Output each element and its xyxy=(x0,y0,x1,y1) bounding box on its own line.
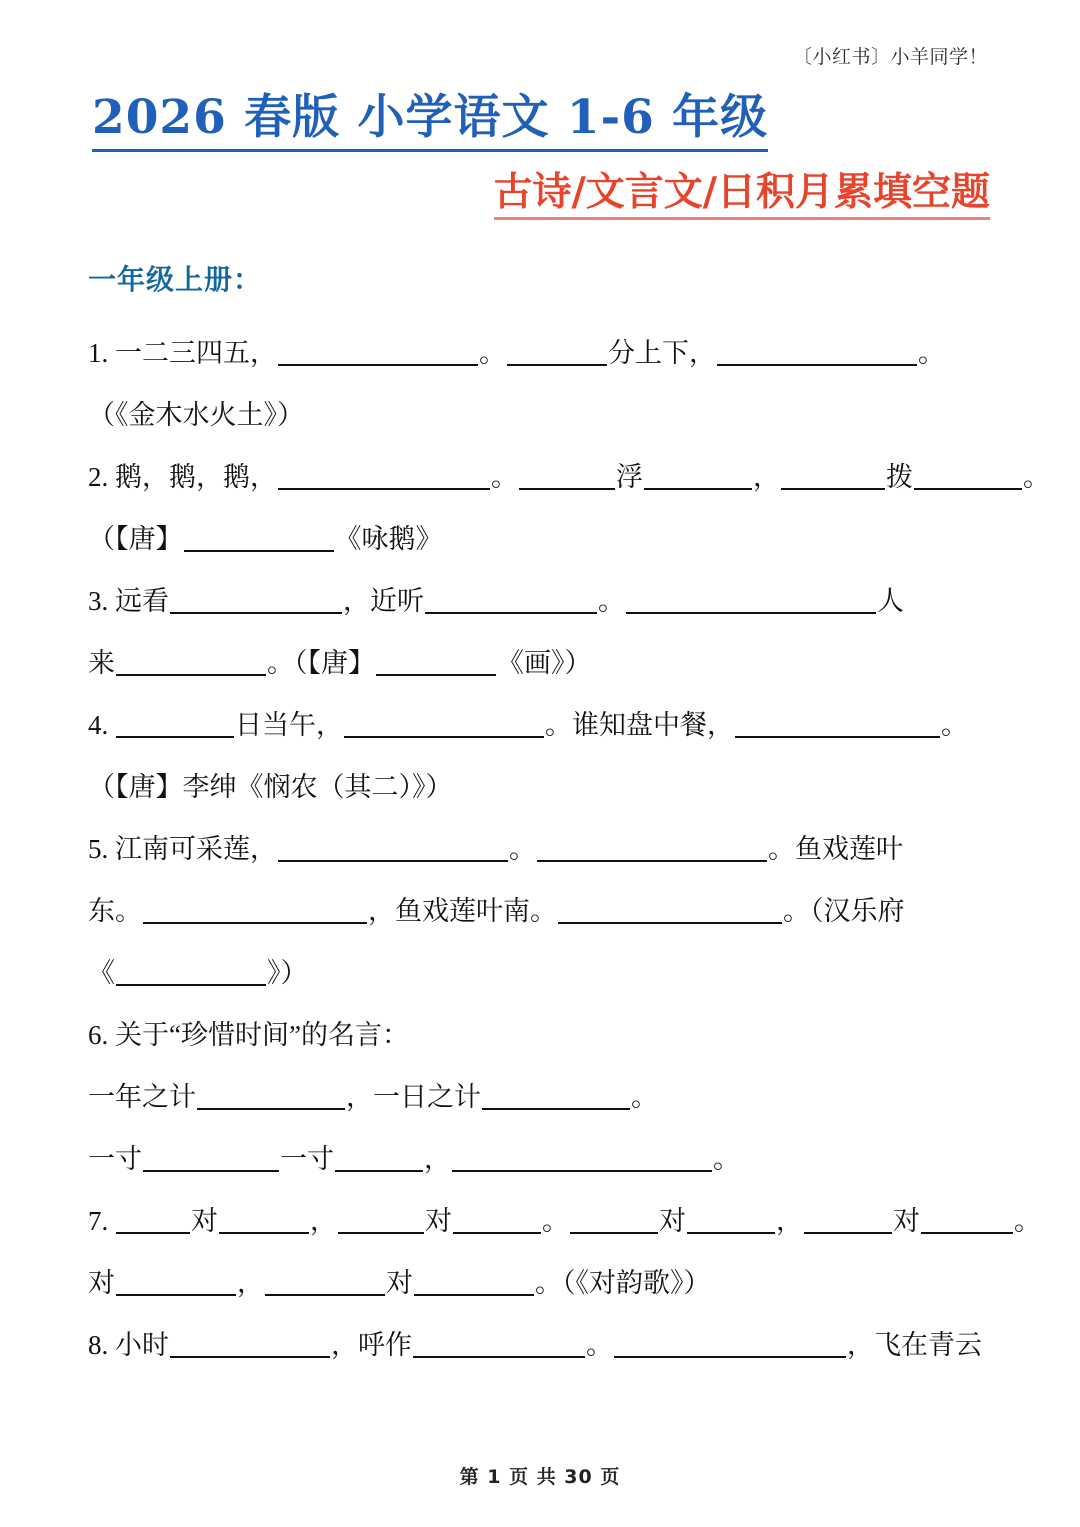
question-text: ， xyxy=(776,1206,803,1237)
question-line xyxy=(88,1128,992,1190)
fill-in-blank[interactable] xyxy=(116,1206,190,1234)
fill-in-blank[interactable] xyxy=(116,648,266,676)
fill-in-blank[interactable] xyxy=(452,1144,712,1172)
fill-in-blank[interactable] xyxy=(614,1330,846,1358)
question-text: 。 xyxy=(941,710,968,741)
question-text: ，呼作 xyxy=(331,1330,412,1361)
question-text: 》） xyxy=(267,958,308,989)
page-subtitle: 古诗/文言文/日积月累填空题 xyxy=(494,170,991,221)
question-text: 4. xyxy=(88,710,115,741)
question-line xyxy=(88,446,1050,508)
section-heading: 一年级上册： xyxy=(88,263,263,297)
question-text: 。 xyxy=(713,1144,740,1175)
question-text: 。 xyxy=(1014,1206,1041,1237)
question-text: ， xyxy=(753,462,780,493)
fill-in-blank[interactable] xyxy=(116,1268,236,1296)
fill-in-blank[interactable] xyxy=(453,1206,541,1234)
question-text: 2. 鹅，鹅，鹅， xyxy=(88,462,277,493)
fill-in-blank[interactable] xyxy=(507,338,607,366)
question-text: ，一日之计 xyxy=(346,1082,481,1113)
question-text: 。 xyxy=(509,834,536,865)
question-text: 。 xyxy=(918,338,945,369)
question-text: 5. 江南可采莲， xyxy=(88,834,277,865)
question-text: 《咏鹅》 xyxy=(334,524,443,555)
fill-in-blank[interactable] xyxy=(116,958,266,986)
question-text: 。鱼戏莲叶 xyxy=(768,834,903,865)
fill-in-blank[interactable] xyxy=(425,586,597,614)
question-text: ，近听 xyxy=(343,586,424,617)
question-text: 。（《对韵歌》） xyxy=(535,1268,711,1299)
page-title: 2026 春版 小学语文 1-6 年级 xyxy=(92,92,768,152)
question-line xyxy=(88,570,992,632)
fill-in-blank[interactable] xyxy=(219,1206,309,1234)
question-text: 对 xyxy=(893,1206,920,1237)
question-text: 。 xyxy=(479,338,506,369)
title-block xyxy=(88,0,992,220)
question-text: 。 xyxy=(598,586,625,617)
question-line xyxy=(88,1190,1041,1252)
fill-in-blank[interactable] xyxy=(278,338,478,366)
fill-in-blank[interactable] xyxy=(184,524,334,552)
question-line xyxy=(88,880,992,942)
question-text: 东。 xyxy=(88,896,142,927)
question-text: ， xyxy=(237,1268,264,1299)
question-text: 。 xyxy=(491,462,518,493)
question-text: 。 xyxy=(586,1330,613,1361)
fill-in-blank[interactable] xyxy=(735,710,940,738)
fill-in-blank[interactable] xyxy=(687,1206,775,1234)
question-text: 。 xyxy=(631,1082,658,1113)
question-text: （【唐】 xyxy=(88,524,183,555)
question-text: 拨 xyxy=(886,462,913,493)
fill-in-blank[interactable] xyxy=(781,462,885,490)
question-text: ， xyxy=(310,1206,337,1237)
question-text: 。谁知盘中餐， xyxy=(545,710,734,741)
question-text: 人 xyxy=(877,586,904,617)
question-text: 分上下， xyxy=(608,338,716,369)
question-text: 1. 一二三四五， xyxy=(88,338,277,369)
question-line xyxy=(88,508,992,570)
question-line xyxy=(88,322,992,384)
question-text: （《金木水火土》） xyxy=(88,400,304,431)
question-line xyxy=(88,756,992,818)
question-line xyxy=(88,1066,992,1128)
question-line xyxy=(88,1252,992,1314)
question-text: 《 xyxy=(88,958,115,989)
question-text: 6. 关于“珍惜时间”的名言： xyxy=(88,1020,409,1051)
fill-in-blank[interactable] xyxy=(537,834,767,862)
question-line xyxy=(88,384,992,446)
fill-in-blank[interactable] xyxy=(143,1144,279,1172)
page-footer: 第 1 页 共 30 页 xyxy=(459,1466,621,1488)
fill-in-blank[interactable] xyxy=(170,586,342,614)
question-text: ，飞在青云 xyxy=(847,1330,982,1361)
question-text: 《画》） xyxy=(497,648,592,679)
fill-in-blank[interactable] xyxy=(558,896,782,924)
question-text: 一寸 xyxy=(280,1144,334,1175)
question-text: 浮 xyxy=(616,462,643,493)
question-text: 对 xyxy=(386,1268,413,1299)
question-text: 。 xyxy=(1023,462,1050,493)
question-text: 8. 小时 xyxy=(88,1330,169,1361)
fill-in-blank[interactable] xyxy=(278,462,490,490)
question-text: 对 xyxy=(88,1268,115,1299)
question-list xyxy=(88,322,1050,1376)
question-text: 。 xyxy=(542,1206,569,1237)
fill-in-blank[interactable] xyxy=(143,896,367,924)
fill-in-blank[interactable] xyxy=(376,648,496,676)
question-text: （【唐】李绅《悯农（其二）》） xyxy=(88,772,453,803)
fill-in-blank[interactable] xyxy=(921,1206,1013,1234)
subtitle-row xyxy=(88,170,992,221)
fill-in-blank[interactable] xyxy=(519,462,615,490)
question-text: 对 xyxy=(191,1206,218,1237)
fill-in-blank[interactable] xyxy=(626,586,876,614)
fill-in-blank[interactable] xyxy=(570,1206,658,1234)
question-text: 3. 远看 xyxy=(88,586,169,617)
question-line xyxy=(88,1314,992,1376)
fill-in-blank[interactable] xyxy=(335,1144,423,1172)
question-line xyxy=(88,694,992,756)
question-text: 一年之计 xyxy=(88,1082,196,1113)
fill-in-blank[interactable] xyxy=(265,1268,385,1296)
question-text: 日当午， xyxy=(235,710,343,741)
fill-in-blank[interactable] xyxy=(413,1330,585,1358)
question-text: ， xyxy=(424,1144,451,1175)
fill-in-blank[interactable] xyxy=(170,1330,330,1358)
fill-in-blank[interactable] xyxy=(717,338,917,366)
question-text: 7. xyxy=(88,1206,115,1237)
question-text: 一寸 xyxy=(88,1144,142,1175)
question-line xyxy=(88,942,992,1004)
fill-in-blank[interactable] xyxy=(197,1082,345,1110)
question-text: 对 xyxy=(659,1206,686,1237)
fill-in-blank[interactable] xyxy=(482,1082,630,1110)
header-note: 〔小红书〕小羊同学！ xyxy=(792,46,988,68)
question-text: 。（汉乐府 xyxy=(783,896,905,927)
fill-in-blank[interactable] xyxy=(914,462,1022,490)
question-line xyxy=(88,1004,992,1066)
question-text: ，鱼戏莲叶南。 xyxy=(368,896,557,927)
question-line xyxy=(88,632,992,694)
fill-in-blank[interactable] xyxy=(414,1268,534,1296)
fill-in-blank[interactable] xyxy=(644,462,752,490)
fill-in-blank[interactable] xyxy=(116,710,234,738)
question-text: 来 xyxy=(88,648,115,679)
fill-in-blank[interactable] xyxy=(804,1206,892,1234)
question-text: 。（【唐】 xyxy=(267,648,375,679)
question-line xyxy=(88,818,992,880)
fill-in-blank[interactable] xyxy=(278,834,508,862)
fill-in-blank[interactable] xyxy=(344,710,544,738)
question-text: 对 xyxy=(425,1206,452,1237)
fill-in-blank[interactable] xyxy=(338,1206,424,1234)
